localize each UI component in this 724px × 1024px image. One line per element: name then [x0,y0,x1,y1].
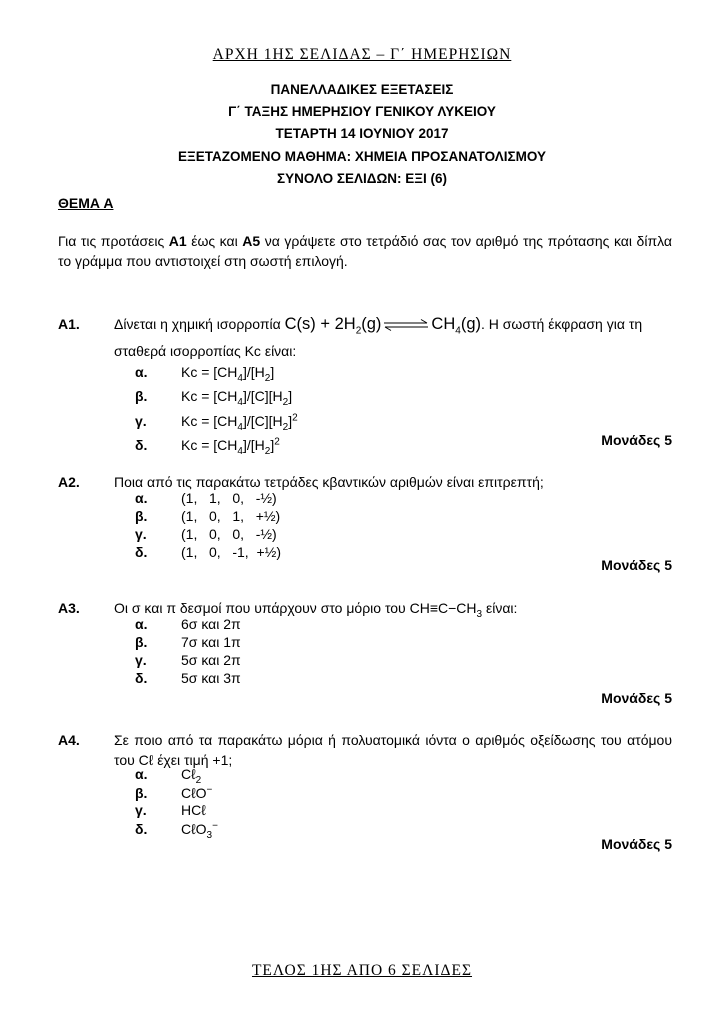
option-d: δ. 5σ και 3π [135,670,241,686]
marks: Μονάδες 5 [601,432,672,448]
question-text: Ποια από τις παρακάτω τετράδες κβαντικών αριθμών είναι επιτρεπτή; [114,474,544,490]
exam-subject: ΕΞΕΤΑΖΟΜΕΝΟ ΜΑΘΗΜΑ: ΧΗΜΕΙΑ ΠΡΟΣΑΝΑΤΟΛΙΣΜΟΥ [178,149,546,164]
option-b: β. CℓO− [135,784,213,801]
question-number: Α2. [58,474,80,490]
marks: Μονάδες 5 [601,836,672,852]
page-header-top: ΑΡΧΗ 1ΗΣ ΣΕΛΙΔΑΣ – Γ΄ ΗΜΕΡΗΣΙΩΝ [212,46,512,63]
page-footer: ΤΕΛΟΣ 1ΗΣ ΑΠΟ 6 ΣΕΛΙΔΕΣ [251,962,473,979]
option-d: δ. CℓO$_3$− [135,820,218,841]
question-number: Α1. [58,316,80,332]
option-c: γ. (1, 0, 0, -½) [135,526,277,542]
option-d: δ. $Kc = [CH_4]/[H_2]^2$ [135,436,280,457]
question-text: Δίνεται η χημική ισορροπία $C(s) + 2H_2(g)$ $CH_4(g)$. Η σωστή έκφραση για τη σταθερά ισορροπίας Kc είναι: [114,315,643,360]
option-a: α. $Kc = [CH_4]/[H_2]$ [135,364,275,384]
exam-title: ΠΑΝΕΛΛΑΔΙΚΕΣ ΕΞΕΤΑΣΕΙΣ [270,82,454,97]
option-c: γ. $Kc = [CH_4]/[C][H_2]^2$ [135,412,298,433]
option-b: β. (1, 0, 1, +½) [135,508,281,524]
option-a: α. 6σ και 2π [135,616,241,632]
option-c: γ. HCℓ [135,802,206,818]
question-number: Α3. [58,600,80,616]
equilibrium-equation: $C(s) + 2H_2(g)$ $CH_4(g)$ [284,315,481,337]
exam-class: Γ΄ ΤΑΞΗΣ ΗΜΕΡΗΣΙΟΥ ΓΕΝΙΚΟΥ ΛΥΚΕΙΟΥ [228,104,496,119]
question-text: Οι σ και π δεσμοί που υπάρχουν στο μόριο του $CH\equiv C-CH_3$ είναι: [114,600,518,620]
instructions: Για τις προτάσεις Α1 έως και Α5 να γράψετε στο τετράδιό σας τον αριθμό της πρότασης και δίπλα το γράμμα που αντιστοιχεί στη σωστή επιλογή. [58,233,673,269]
option-a: α. Cℓ$_2$ [135,766,202,786]
page-count: ΣΥΝΟΛΟ ΣΕΛΙΔΩΝ: ΕΞΙ (6) [277,171,447,186]
marks: Μονάδες 5 [601,690,672,706]
option-a: α. (1, 1, 0, -½) [135,490,277,506]
exam-date: ΤΕΤΑΡΤΗ 14 ΙΟΥΝΙΟΥ 2017 [275,126,449,141]
question-text: Σε ποιο από τα παρακάτω μόρια ή πολυατομικά ιόντα ο αριθμός οξείδωσης του ατόμου του Cℓ έχει τιμή +1; [114,732,672,768]
option-b: β. 7σ και 1π [135,634,241,650]
equilibrium-arrows-icon [383,319,429,331]
theme-title: ΘΕΜΑ Α [58,195,114,211]
marks: Μονάδες 5 [601,557,672,573]
question-number: Α4. [58,732,80,748]
option-b: β. $Kc = [CH_4]/[C][H_2]$ [135,388,293,408]
option-d: δ. (1, 0, -1, +½) [135,544,281,560]
option-c: γ. 5σ και 2π [135,652,241,668]
